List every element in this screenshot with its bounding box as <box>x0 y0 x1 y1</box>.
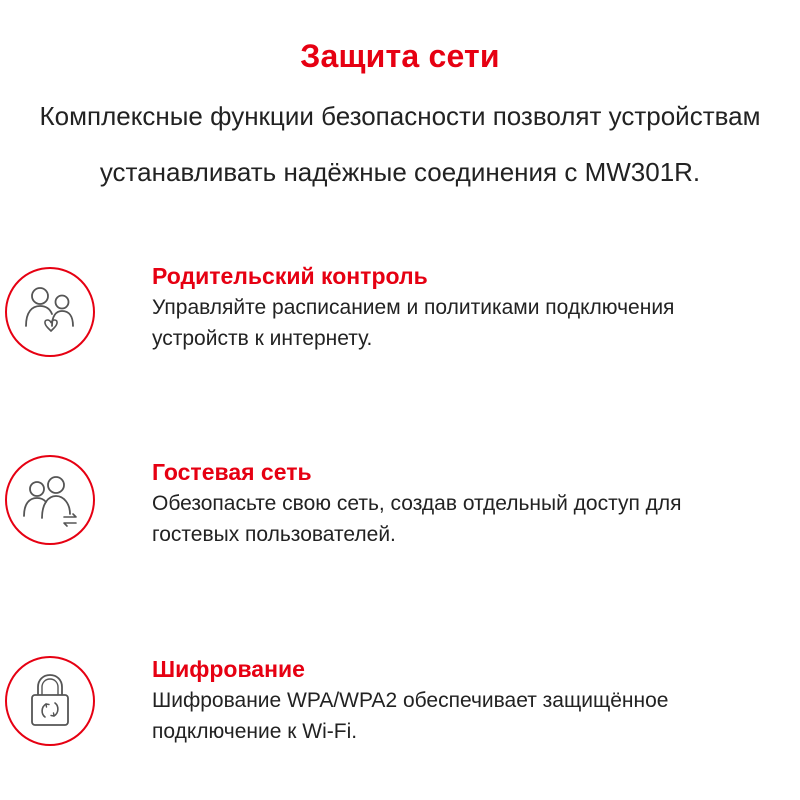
feature-encryption <box>0 655 800 775</box>
feature-parental-control <box>0 262 800 382</box>
feature-title: Родительский контроль <box>152 263 428 289</box>
guest-network-icon <box>4 454 96 546</box>
feature-title: Шифрование <box>152 656 305 682</box>
page-title: Защита сети <box>300 38 500 74</box>
feature-description: Шифрование WPA/WPA2 обеспечивает защищённое подключение к Wi-Fi. <box>152 689 669 743</box>
feature-guest-network <box>0 458 800 578</box>
encryption-lock-icon <box>4 655 96 747</box>
feature-title: Гостевая сеть <box>152 459 312 485</box>
page-subtitle: Комплексные функции безопасности позволят устройствам устанавливать надёжные соединения с MW301R. <box>39 101 761 187</box>
feature-description: Управляйте расписанием и политиками подключения устройств к интернету. <box>152 296 675 350</box>
feature-description: Обезопасьте свою сеть, создав отдельный доступ для гостевых пользователей. <box>152 492 682 546</box>
parental-control-icon <box>4 266 96 358</box>
